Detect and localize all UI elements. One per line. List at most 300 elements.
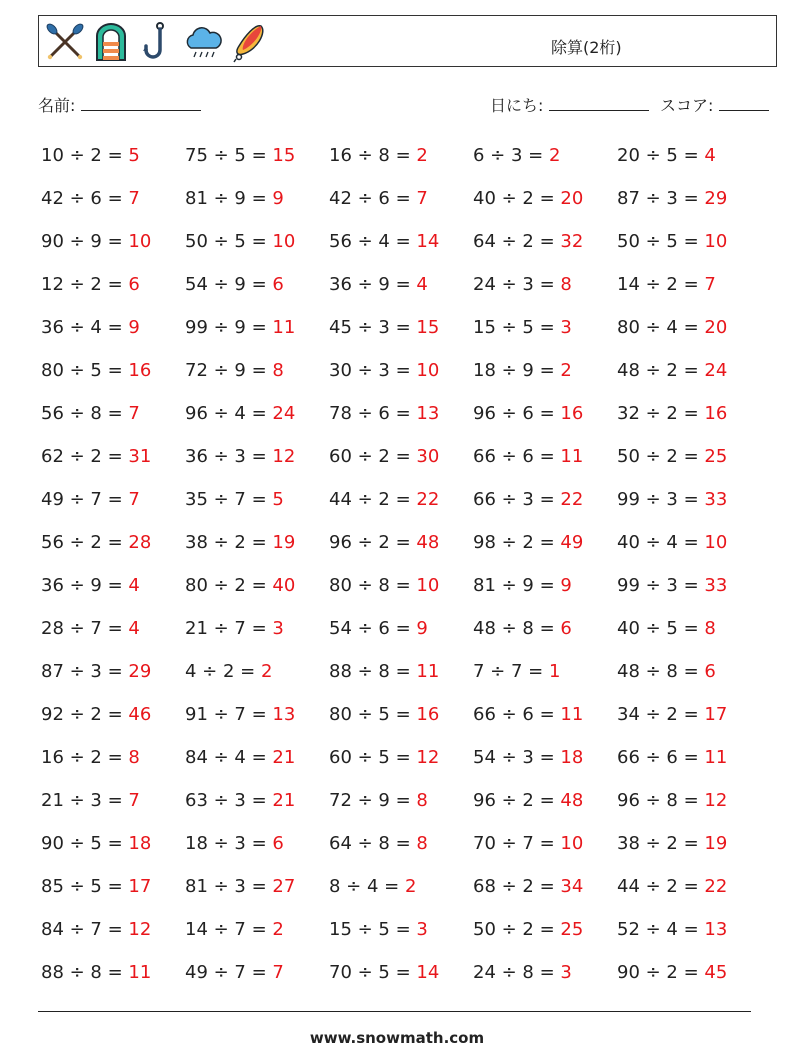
problem-answer: 6 xyxy=(704,661,716,682)
fishing-lure-icon xyxy=(227,20,271,64)
problem-question: 60 ÷ 5 = xyxy=(329,747,417,768)
problem-answer: 7 xyxy=(128,403,140,424)
problem-question: 50 ÷ 2 = xyxy=(473,919,561,940)
problem-answer: 6 xyxy=(272,274,284,295)
problem-answer: 2 xyxy=(560,360,572,381)
problem-answer: 2 xyxy=(416,145,428,166)
problem-question: 87 ÷ 3 = xyxy=(617,188,705,209)
problem-answer: 15 xyxy=(272,145,296,166)
problem-question: 14 ÷ 7 = xyxy=(185,919,273,940)
problem-question: 90 ÷ 5 = xyxy=(41,833,129,854)
score-blank[interactable] xyxy=(719,96,769,111)
problem-answer: 5 xyxy=(128,145,140,166)
problem-item xyxy=(473,908,617,951)
problem-answer: 24 xyxy=(704,360,728,381)
problem-question: 12 ÷ 2 = xyxy=(41,274,129,295)
problem-answer: 16 xyxy=(560,403,584,424)
problem-item xyxy=(473,650,617,693)
problem-item xyxy=(185,822,329,865)
problem-question: 81 ÷ 9 = xyxy=(185,188,273,209)
problem-question: 40 ÷ 2 = xyxy=(473,188,561,209)
problem-item xyxy=(329,779,473,822)
problem-item xyxy=(617,306,761,349)
problem-answer: 19 xyxy=(272,532,296,553)
problem-question: 98 ÷ 2 = xyxy=(473,532,561,553)
problem-item xyxy=(41,607,185,650)
problem-answer: 17 xyxy=(128,876,152,897)
problem-question: 44 ÷ 2 = xyxy=(329,489,417,510)
problem-item xyxy=(41,177,185,220)
problem-item xyxy=(41,779,185,822)
problem-question: 45 ÷ 3 = xyxy=(329,317,417,338)
problem-question: 54 ÷ 3 = xyxy=(473,747,561,768)
problem-item xyxy=(329,908,473,951)
problem-item xyxy=(41,865,185,908)
problem-question: 24 ÷ 8 = xyxy=(473,962,561,983)
problem-question: 96 ÷ 2 = xyxy=(329,532,417,553)
problem-question: 56 ÷ 2 = xyxy=(41,532,129,553)
problem-item xyxy=(473,134,617,177)
problem-item xyxy=(185,693,329,736)
problem-item xyxy=(617,349,761,392)
problem-item xyxy=(41,478,185,521)
problem-answer: 4 xyxy=(704,145,716,166)
problem-answer: 11 xyxy=(560,446,584,467)
problem-answer: 9 xyxy=(272,188,284,209)
problem-item xyxy=(329,693,473,736)
problem-question: 49 ÷ 7 = xyxy=(185,962,273,983)
problem-question: 32 ÷ 2 = xyxy=(617,403,705,424)
problem-question: 18 ÷ 9 = xyxy=(473,360,561,381)
problem-answer: 2 xyxy=(404,876,417,897)
problem-question: 87 ÷ 3 = xyxy=(41,661,129,682)
problem-item xyxy=(617,822,761,865)
problem-item xyxy=(41,521,185,564)
problem-item xyxy=(329,865,473,908)
problem-item xyxy=(617,693,761,736)
problem-question: 80 ÷ 5 = xyxy=(329,704,417,725)
problem-item xyxy=(329,435,473,478)
problem-answer: 45 xyxy=(704,962,728,983)
problem-question: 84 ÷ 4 = xyxy=(185,747,273,768)
problem-answer: 10 xyxy=(704,532,728,553)
problem-item xyxy=(617,779,761,822)
problem-question: 88 ÷ 8 = xyxy=(329,661,417,682)
problem-answer: 7 xyxy=(272,962,284,983)
problem-item xyxy=(473,521,617,564)
problem-question: 16 ÷ 8 = xyxy=(329,145,417,166)
problem-item xyxy=(41,263,185,306)
problem-question: 40 ÷ 4 = xyxy=(617,532,705,553)
problem-question: 8 ÷ 4 = xyxy=(329,876,405,897)
problem-answer: 33 xyxy=(704,575,728,596)
problem-question: 30 ÷ 3 = xyxy=(329,360,417,381)
problem-answer: 16 xyxy=(416,704,440,725)
problem-question: 96 ÷ 2 = xyxy=(473,790,561,811)
problem-answer: 24 xyxy=(272,403,296,424)
header-box xyxy=(38,15,777,67)
problem-question: 48 ÷ 2 = xyxy=(617,360,705,381)
fishing-hook-icon xyxy=(135,20,179,64)
problem-question: 36 ÷ 9 = xyxy=(329,274,417,295)
problem-item xyxy=(185,134,329,177)
problem-item xyxy=(617,134,761,177)
date-label: 日にち: xyxy=(490,96,544,115)
problem-item xyxy=(617,521,761,564)
problem-item xyxy=(41,220,185,263)
problem-question: 72 ÷ 9 = xyxy=(185,360,273,381)
problem-item xyxy=(41,736,185,779)
problem-answer: 1 xyxy=(548,661,561,682)
problem-question: 36 ÷ 4 = xyxy=(41,317,129,338)
problem-question: 38 ÷ 2 = xyxy=(617,833,705,854)
name-field xyxy=(38,93,201,116)
problem-question: 14 ÷ 2 = xyxy=(617,274,705,295)
problem-answer: 48 xyxy=(560,790,584,811)
problem-item xyxy=(329,822,473,865)
problem-item xyxy=(617,736,761,779)
problem-item xyxy=(329,951,473,994)
problem-answer: 25 xyxy=(560,919,584,940)
problem-question: 48 ÷ 8 = xyxy=(617,661,705,682)
problem-question: 34 ÷ 2 = xyxy=(617,704,705,725)
problem-question: 24 ÷ 3 = xyxy=(473,274,561,295)
problem-answer: 3 xyxy=(560,317,572,338)
problem-answer: 46 xyxy=(128,704,152,725)
problem-question: 80 ÷ 2 = xyxy=(185,575,273,596)
problem-answer: 8 xyxy=(128,747,140,768)
problem-answer: 2 xyxy=(548,145,561,166)
problem-answer: 28 xyxy=(128,532,152,553)
problem-item xyxy=(41,349,185,392)
problem-item xyxy=(41,951,185,994)
problem-question: 81 ÷ 9 = xyxy=(473,575,561,596)
problem-item xyxy=(473,478,617,521)
problem-answer: 3 xyxy=(272,618,284,639)
footer-divider xyxy=(38,1011,751,1012)
problem-item xyxy=(41,650,185,693)
problem-answer: 8 xyxy=(560,274,572,295)
problem-question: 70 ÷ 7 = xyxy=(473,833,561,854)
problem-question: 18 ÷ 3 = xyxy=(185,833,273,854)
problem-question: 81 ÷ 3 = xyxy=(185,876,273,897)
problem-answer: 9 xyxy=(560,575,572,596)
date-field xyxy=(490,93,649,116)
problem-answer: 21 xyxy=(272,790,296,811)
problem-question: 92 ÷ 2 = xyxy=(41,704,129,725)
problem-question: 56 ÷ 4 = xyxy=(329,231,417,252)
problem-answer: 32 xyxy=(560,231,584,252)
problem-item xyxy=(185,908,329,951)
problem-question: 63 ÷ 3 = xyxy=(185,790,273,811)
problem-item xyxy=(473,349,617,392)
problem-answer: 34 xyxy=(560,876,584,897)
problem-item xyxy=(617,220,761,263)
problem-question: 66 ÷ 6 = xyxy=(473,704,561,725)
problem-answer: 14 xyxy=(416,231,440,252)
problem-item xyxy=(185,220,329,263)
problem-answer: 9 xyxy=(128,317,140,338)
problem-answer: 12 xyxy=(416,747,440,768)
problem-item xyxy=(617,263,761,306)
problem-question: 54 ÷ 6 = xyxy=(329,618,417,639)
problem-item xyxy=(473,693,617,736)
problem-answer: 13 xyxy=(272,704,296,725)
problem-question: 99 ÷ 9 = xyxy=(185,317,273,338)
problem-answer: 25 xyxy=(704,446,728,467)
problem-answer: 48 xyxy=(416,532,440,553)
problem-answer: 10 xyxy=(560,833,584,854)
problem-answer: 13 xyxy=(416,403,440,424)
life-raft-icon xyxy=(89,20,133,64)
problem-question: 96 ÷ 8 = xyxy=(617,790,705,811)
problem-item xyxy=(185,564,329,607)
problem-item xyxy=(41,392,185,435)
oars-icon xyxy=(43,20,87,64)
problem-item xyxy=(473,951,617,994)
problem-item xyxy=(185,736,329,779)
problem-answer: 14 xyxy=(416,962,440,983)
problem-item xyxy=(41,908,185,951)
problem-question: 21 ÷ 7 = xyxy=(185,618,273,639)
problem-question: 42 ÷ 6 = xyxy=(41,188,129,209)
problem-item xyxy=(185,478,329,521)
problem-answer: 20 xyxy=(560,188,584,209)
problem-answer: 12 xyxy=(128,919,152,940)
problem-question: 70 ÷ 5 = xyxy=(329,962,417,983)
problem-answer: 10 xyxy=(416,575,440,596)
problem-question: 68 ÷ 2 = xyxy=(473,876,561,897)
problem-answer: 15 xyxy=(416,317,440,338)
problem-answer: 11 xyxy=(560,704,584,725)
problem-answer: 5 xyxy=(272,489,284,510)
problem-answer: 7 xyxy=(128,790,140,811)
problem-question: 4 ÷ 2 = xyxy=(185,661,261,682)
problem-item xyxy=(41,822,185,865)
problem-answer: 3 xyxy=(560,962,572,983)
problem-item xyxy=(617,607,761,650)
problem-grid xyxy=(41,134,761,994)
problem-answer: 4 xyxy=(128,618,140,639)
problem-answer: 10 xyxy=(416,360,440,381)
problem-answer: 13 xyxy=(704,919,728,940)
problem-question: 64 ÷ 2 = xyxy=(473,231,561,252)
problem-question: 66 ÷ 6 = xyxy=(617,747,705,768)
problem-item xyxy=(617,865,761,908)
problem-answer: 27 xyxy=(272,876,296,897)
problem-answer: 10 xyxy=(128,231,152,252)
problem-answer: 16 xyxy=(704,403,728,424)
problem-item xyxy=(41,564,185,607)
problem-question: 66 ÷ 3 = xyxy=(473,489,561,510)
problem-answer: 31 xyxy=(128,446,152,467)
problem-answer: 6 xyxy=(272,833,284,854)
score-field xyxy=(660,93,769,116)
problem-item xyxy=(617,177,761,220)
problem-item xyxy=(329,306,473,349)
problem-question: 20 ÷ 5 = xyxy=(617,145,705,166)
problem-answer: 30 xyxy=(416,446,440,467)
problem-answer: 10 xyxy=(704,231,728,252)
problem-item xyxy=(473,220,617,263)
problem-item xyxy=(41,435,185,478)
problem-item xyxy=(329,349,473,392)
problem-item xyxy=(41,134,185,177)
problem-answer: 12 xyxy=(704,790,728,811)
problem-answer: 22 xyxy=(704,876,728,897)
problem-answer: 40 xyxy=(272,575,296,596)
problem-item xyxy=(617,478,761,521)
problem-item xyxy=(329,607,473,650)
problem-answer: 7 xyxy=(704,274,716,295)
problem-item xyxy=(329,220,473,263)
problem-item xyxy=(41,693,185,736)
problem-item xyxy=(329,263,473,306)
problem-question: 10 ÷ 2 = xyxy=(41,145,129,166)
worksheet-title: 除算(2桁) xyxy=(551,38,622,57)
problem-question: 96 ÷ 4 = xyxy=(185,403,273,424)
problem-answer: 6 xyxy=(128,274,140,295)
problem-item xyxy=(473,392,617,435)
problem-question: 60 ÷ 2 = xyxy=(329,446,417,467)
problem-answer: 8 xyxy=(416,833,428,854)
problem-question: 80 ÷ 4 = xyxy=(617,317,705,338)
problem-answer: 11 xyxy=(272,317,296,338)
problem-answer: 11 xyxy=(128,962,152,983)
problem-question: 7 ÷ 7 = xyxy=(473,661,549,682)
problem-question: 99 ÷ 3 = xyxy=(617,575,705,596)
problem-item xyxy=(185,349,329,392)
problem-item xyxy=(329,650,473,693)
problem-item xyxy=(329,134,473,177)
problem-item xyxy=(473,736,617,779)
score-label: スコア: xyxy=(660,96,714,115)
problem-item xyxy=(185,306,329,349)
problem-question: 84 ÷ 7 = xyxy=(41,919,129,940)
problem-answer: 8 xyxy=(704,618,716,639)
problem-item xyxy=(473,564,617,607)
problem-item xyxy=(473,177,617,220)
problem-answer: 22 xyxy=(560,489,584,510)
problem-question: 50 ÷ 5 = xyxy=(185,231,273,252)
problem-question: 78 ÷ 6 = xyxy=(329,403,417,424)
problem-item xyxy=(473,822,617,865)
problem-question: 80 ÷ 5 = xyxy=(41,360,129,381)
problem-question: 21 ÷ 3 = xyxy=(41,790,129,811)
problem-item xyxy=(185,865,329,908)
problem-question: 44 ÷ 2 = xyxy=(617,876,705,897)
problem-answer: 9 xyxy=(416,618,428,639)
rain-cloud-icon xyxy=(181,20,225,64)
problem-question: 72 ÷ 9 = xyxy=(329,790,417,811)
problem-answer: 6 xyxy=(560,618,572,639)
problem-item xyxy=(617,908,761,951)
problem-item xyxy=(617,392,761,435)
problem-item xyxy=(473,865,617,908)
problem-question: 52 ÷ 4 = xyxy=(617,919,705,940)
problem-answer: 49 xyxy=(560,532,584,553)
problem-item xyxy=(185,779,329,822)
problem-item xyxy=(329,177,473,220)
problem-question: 99 ÷ 3 = xyxy=(617,489,705,510)
problem-item xyxy=(329,478,473,521)
problem-answer: 11 xyxy=(704,747,728,768)
problem-question: 35 ÷ 7 = xyxy=(185,489,273,510)
problem-answer: 12 xyxy=(272,446,296,467)
footer-url: www.snowmath.com xyxy=(309,1029,485,1047)
problem-answer: 10 xyxy=(272,231,296,252)
problem-question: 50 ÷ 2 = xyxy=(617,446,705,467)
problem-answer: 8 xyxy=(416,790,428,811)
problem-item xyxy=(185,650,329,693)
problem-answer: 17 xyxy=(704,704,728,725)
problem-item xyxy=(185,521,329,564)
problem-answer: 19 xyxy=(704,833,728,854)
date-blank[interactable] xyxy=(549,96,649,111)
problem-answer: 11 xyxy=(416,661,440,682)
problem-item xyxy=(185,263,329,306)
problem-answer: 21 xyxy=(272,747,296,768)
problem-answer: 4 xyxy=(128,575,140,596)
problem-answer: 8 xyxy=(272,360,284,381)
problem-question: 28 ÷ 7 = xyxy=(41,618,129,639)
problem-item xyxy=(185,392,329,435)
problem-answer: 18 xyxy=(560,747,584,768)
problem-answer: 33 xyxy=(704,489,728,510)
problem-item xyxy=(329,564,473,607)
problem-question: 15 ÷ 5 = xyxy=(329,919,417,940)
problem-answer: 4 xyxy=(416,274,428,295)
problem-answer: 3 xyxy=(416,919,428,940)
problem-answer: 29 xyxy=(704,188,728,209)
problem-item xyxy=(617,564,761,607)
problem-answer: 18 xyxy=(128,833,152,854)
problem-question: 48 ÷ 8 = xyxy=(473,618,561,639)
problem-answer: 22 xyxy=(416,489,440,510)
problem-item xyxy=(185,607,329,650)
problem-item xyxy=(617,951,761,994)
problem-question: 40 ÷ 5 = xyxy=(617,618,705,639)
problem-question: 15 ÷ 5 = xyxy=(473,317,561,338)
problem-item xyxy=(329,392,473,435)
problem-item xyxy=(473,435,617,478)
problem-item xyxy=(41,306,185,349)
problem-question: 85 ÷ 5 = xyxy=(41,876,129,897)
name-label: 名前: xyxy=(38,96,76,115)
problem-question: 54 ÷ 9 = xyxy=(185,274,273,295)
problem-question: 66 ÷ 6 = xyxy=(473,446,561,467)
problem-item xyxy=(617,435,761,478)
problem-item xyxy=(185,177,329,220)
problem-answer: 7 xyxy=(128,188,140,209)
problem-question: 36 ÷ 9 = xyxy=(41,575,129,596)
problem-question: 16 ÷ 2 = xyxy=(41,747,129,768)
problem-question: 38 ÷ 2 = xyxy=(185,532,273,553)
problem-question: 80 ÷ 8 = xyxy=(329,575,417,596)
problem-answer: 20 xyxy=(704,317,728,338)
problem-question: 90 ÷ 2 = xyxy=(617,962,705,983)
problem-question: 42 ÷ 6 = xyxy=(329,188,417,209)
problem-question: 64 ÷ 8 = xyxy=(329,833,417,854)
problem-question: 88 ÷ 8 = xyxy=(41,962,129,983)
problem-answer: 29 xyxy=(128,661,152,682)
problem-answer: 2 xyxy=(272,919,284,940)
problem-question: 56 ÷ 8 = xyxy=(41,403,129,424)
problem-item xyxy=(329,521,473,564)
problem-answer: 7 xyxy=(416,188,428,209)
problem-answer: 16 xyxy=(128,360,152,381)
name-blank[interactable] xyxy=(81,96,201,111)
